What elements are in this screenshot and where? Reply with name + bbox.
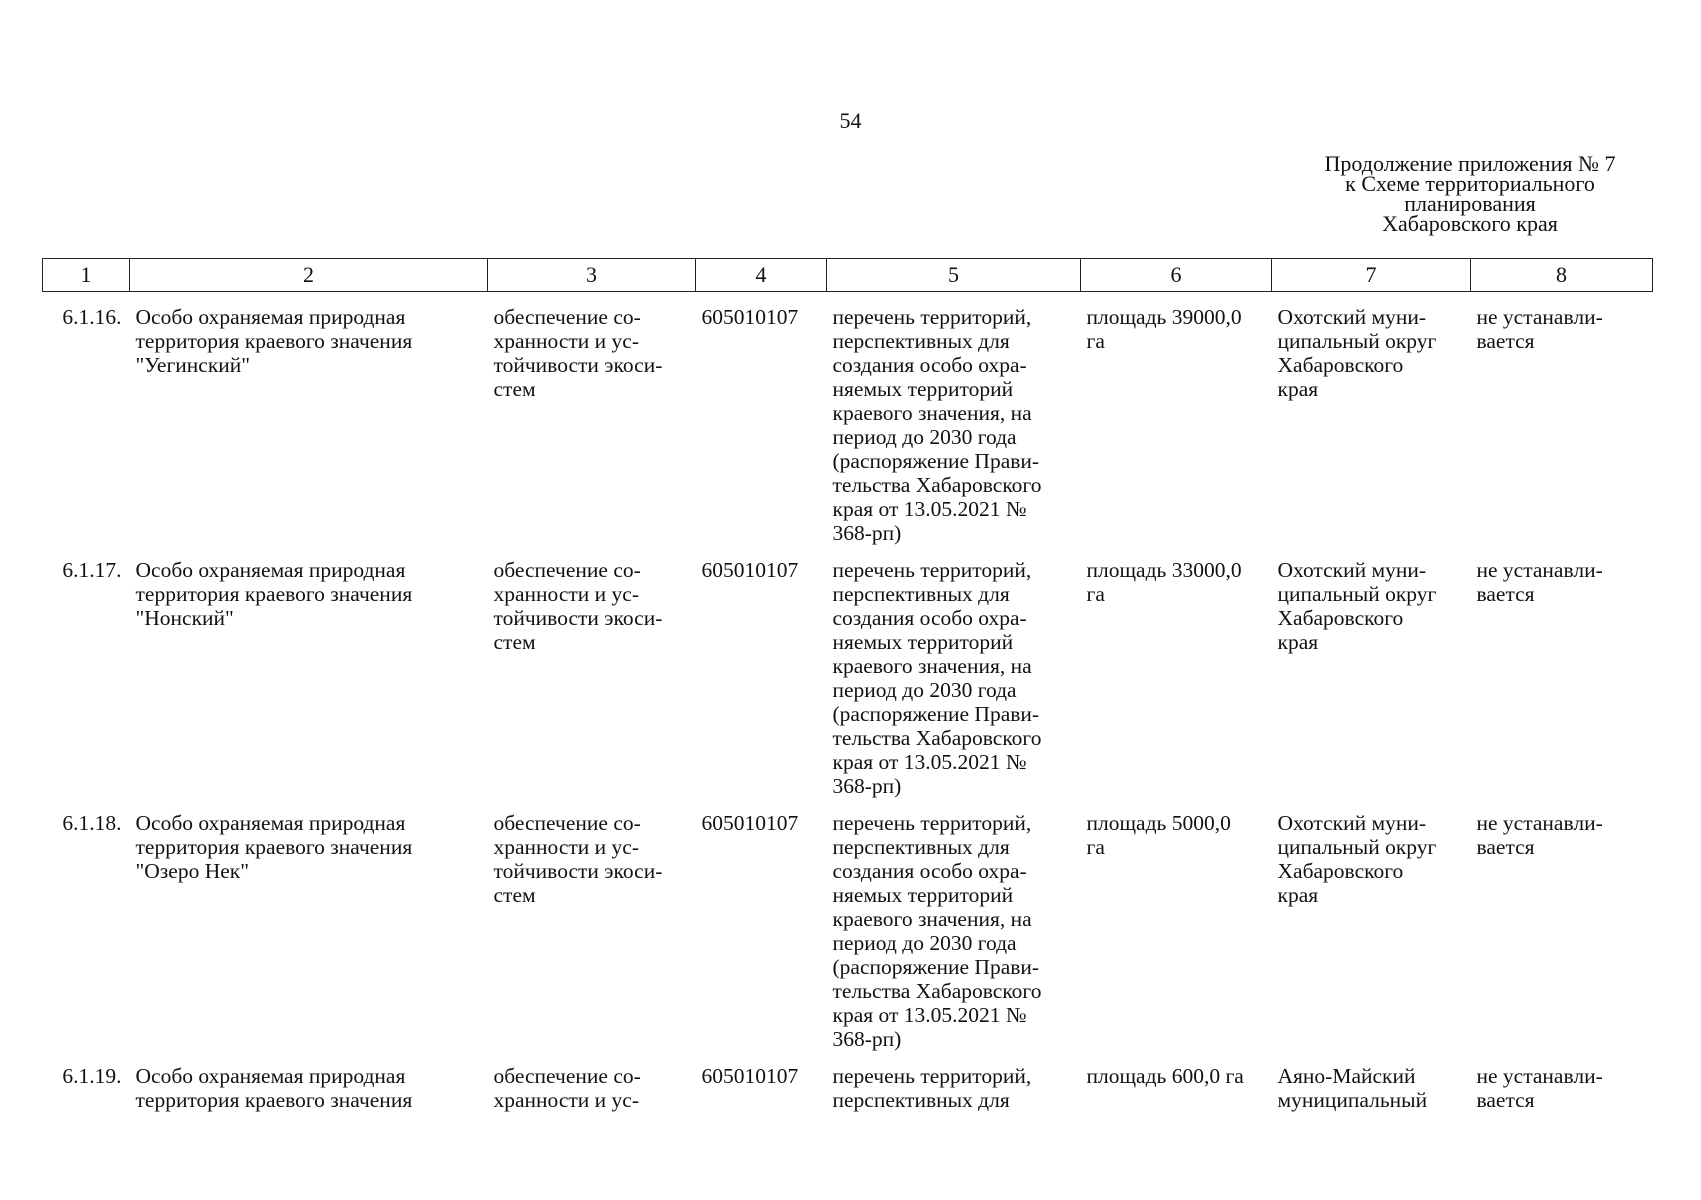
object-params: площадь 5000,0 га	[1086, 811, 1231, 859]
appendix-line-2: к Схеме территориального	[1345, 171, 1595, 196]
object-params: площадь 600,0 га	[1086, 1064, 1244, 1088]
column-header: 6	[1081, 259, 1272, 292]
appendix-header	[1300, 151, 1640, 236]
column-header: 1	[43, 259, 130, 292]
appendix-line-1: Продолжение приложения № 7	[1324, 151, 1616, 176]
object-purpose: обеспечение со- хранности и ус- тойчивости экоси- стем	[493, 811, 663, 907]
object-code: 605010107	[701, 1064, 799, 1088]
column-header: 7	[1272, 259, 1471, 292]
object-basis: перечень территорий, перспективных для создания особо охра- няемых территорий краевого значения, на период до 2030 года (распоряжение Прави- тельства Хабаровского края от 13.05.2021 № 368-рп)	[832, 558, 1042, 798]
object-basis: перечень территорий, перспективных для	[832, 1064, 1032, 1112]
object-purpose: обеспечение со- хранности и ус- тойчивости экоси- стем	[493, 305, 663, 401]
object-code: 605010107	[701, 558, 799, 582]
object-code: 605010107	[701, 305, 799, 329]
object-location: Охотский муни- ципальный округ Хабаровского края	[1277, 811, 1437, 907]
object-location: Охотский муни- ципальный округ Хабаровского края	[1277, 558, 1437, 654]
objects-table	[42, 258, 1653, 1112]
object-name: Особо охраняемая природная территория краевого значения "Уегинский"	[135, 305, 413, 377]
table-row	[43, 811, 1653, 1051]
column-header: 8	[1471, 259, 1653, 292]
column-header: 2	[130, 259, 488, 292]
row-number: 6.1.17.	[62, 558, 122, 582]
object-purpose: обеспечение со- хранности и ус-	[493, 1064, 641, 1112]
objects-table-container	[42, 258, 1652, 1112]
appendix-line-4: Хабаровского края	[1382, 211, 1558, 236]
object-name: Особо охраняемая природная территория краевого значения "Озеро Нек"	[135, 811, 413, 883]
table-row	[43, 1064, 1653, 1112]
object-location: Аяно-Майский муниципальный	[1277, 1064, 1428, 1112]
object-basis: перечень территорий, перспективных для создания особо охра- няемых территорий краевого значения, на период до 2030 года (распоряжение Прави- тельства Хабаровского края от 13.05.2021 № 368-рп)	[832, 305, 1042, 545]
object-zone: не устанавли- вается	[1476, 811, 1603, 859]
object-basis: перечень территорий, перспективных для создания особо охра- няемых территорий краевого значения, на период до 2030 года (распоряжение Прави- тельства Хабаровского края от 13.05.2021 № 368-рп)	[832, 811, 1042, 1051]
object-zone: не устанавли- вается	[1476, 1064, 1603, 1112]
column-header: 4	[696, 259, 827, 292]
table-row	[43, 305, 1653, 545]
page-number: 54	[839, 108, 862, 133]
table-row	[43, 558, 1653, 798]
object-location: Охотский муни- ципальный округ Хабаровского края	[1277, 305, 1437, 401]
object-code: 605010107	[701, 811, 799, 835]
object-zone: не устанавли- вается	[1476, 305, 1603, 353]
object-zone: не устанавли- вается	[1476, 558, 1603, 606]
row-number: 6.1.19.	[62, 1064, 122, 1088]
column-header: 5	[827, 259, 1081, 292]
row-number: 6.1.16.	[62, 305, 122, 329]
object-params: площадь 39000,0 га	[1086, 305, 1242, 353]
object-name: Особо охраняемая природная территория краевого значения "Нонский"	[135, 558, 413, 630]
row-number: 6.1.18.	[62, 811, 122, 835]
appendix-line-3: планирования	[1404, 191, 1536, 216]
object-params: площадь 33000,0 га	[1086, 558, 1242, 606]
object-purpose: обеспечение со- хранности и ус- тойчивости экоси- стем	[493, 558, 663, 654]
column-header: 3	[488, 259, 696, 292]
column-number-row	[43, 259, 1653, 292]
object-name: Особо охраняемая природная территория краевого значения	[135, 1064, 413, 1112]
